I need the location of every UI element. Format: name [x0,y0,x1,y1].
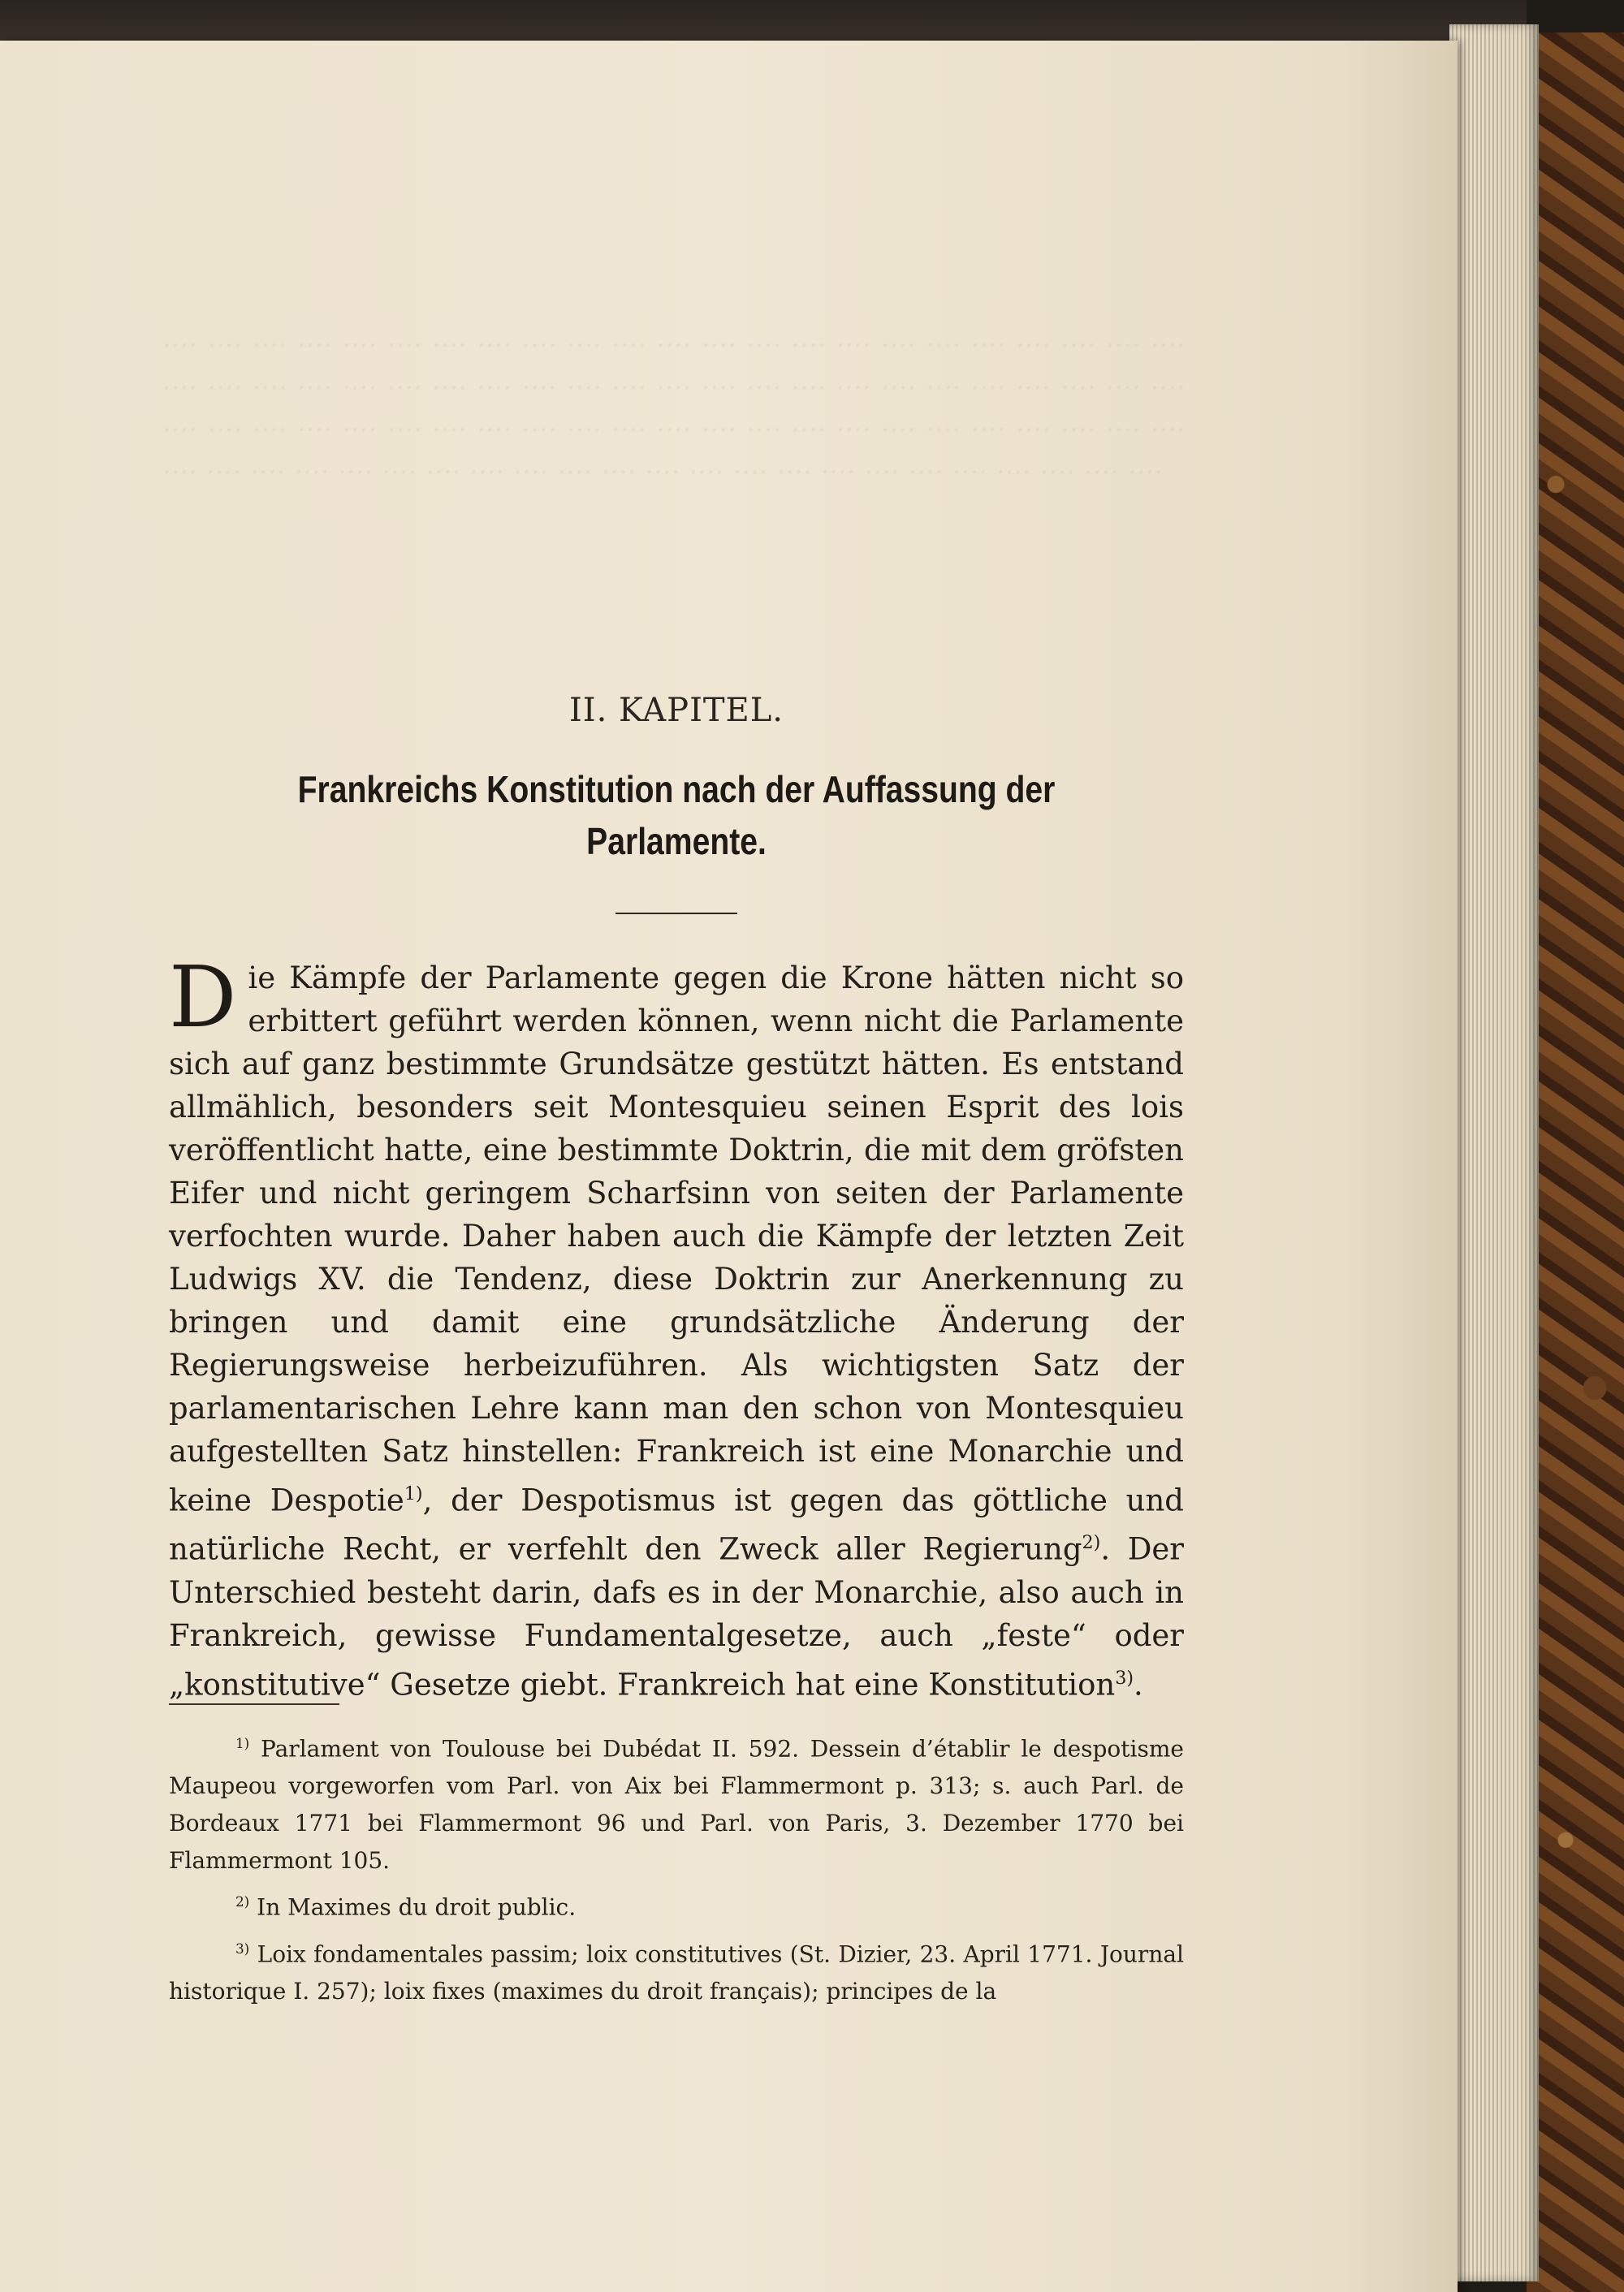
page-edges [1449,24,1539,2281]
body-paragraph [169,947,1184,1706]
body-text-4: . [1133,1666,1143,1702]
footnote-text: Loix fondamentales passim; loix constitutives (St. Dizier, 23. April 1771. Journal historique I. 257); loix fixes (maximes du droit français); principes de la [169,1940,1185,2005]
footnote-text: Parlament von Toulouse bei Dubédat II. 592. Dessein d’établir le despotisme Maupeou vorgeworfen vom Parl. von Aix bei Flammermont p. 313; s. auch Parl. de Bordeaux 1771 bei Flammermont 96 und Parl. von Paris, 3. Dezember 1770 bei Flammermont 105. [169,1735,1184,1875]
footnote-ref-1: 1) [404,1483,423,1504]
title-divider [615,913,737,914]
body-text-3: . Der Unterschied besteht darin, dafs es in der Monarchie, also auch in Frankreich, gewisse Fundamentalgesetze, auch „feste“ oder „konstitutive“ Gesetze giebt. Frankreich hat eine Konstitution [169,1531,1184,1702]
footnote-ref-2: 2) [1082,1532,1101,1554]
footnote-mark: 2) [235,1893,250,1910]
footnote-mark: 3) [235,1940,250,1957]
chapter-title: Frankreichs Konstitution nach der Auffassung der Parlamente. [297,768,1056,862]
show-through-text: ···· ···· ···· ···· ···· ···· ···· ···· ···· ···· ···· ···· ···· ···· ···· ···· ···· ···· ···· ···· ···· ···· ···· ···· ···· ···· ···· ···· ···· ···· ···· ···· ···· ···· ···· ···· ···· ···· ···· ···· ···· ···· ···· ···· ···· ···· ···· ···· ···· ···· ···· ···· ···· ···· ···· ···· ···· ···· ···· ···· ···· ···· ···· ···· ···· ···· ···· ···· ···· ···· ···· ···· ···· ···· ···· ···· ···· ···· ···· ···· ···· ···· ···· ···· ···· ···· ···· ···· ···· ···· ···· ···· [162,330,1186,489]
marbled-cover [1527,32,1624,2292]
footnote-divider [169,1703,339,1705]
footnote [169,1724,1184,1880]
footnotes [169,1724,1184,2010]
chapter-number: II. KAPITEL. [568,692,784,729]
footnote [169,1930,1184,2010]
footnote-mark: 1) [235,1735,250,1751]
footnote [169,1883,1184,1926]
footnote-ref-3: 3) [1115,1667,1134,1689]
footnote-text: In Maximes du droit public. [257,1893,577,1921]
drop-cap: D [169,947,237,1047]
body-text-1: ie Kämpfe der Parlamente gegen die Krone hätten nicht so erbittert geführt werden können, wenn nicht die Parlamente sich auf ganz bestimmte Grundsätze gestützt hätten. Es entstand allmählich, besonders seit Montesquieu seinen Esprit des lois veröffentlicht hatte, eine bestimmte Doktrin, die mit dem gröfsten Eifer und nicht geringem Scharfsinn von seiten der Parlamente verfochten wurde. Daher haben auch die Kämpfe der letzten Zeit Ludwigs XV. die Tendenz, diese Doktrin zur Anerkennung zu bringen und damit eine grundsätzliche Änderung der Regierungsweise herbeizuführen. Als wichtigsten Satz der parlamentarischen Lehre kann man den schon von Montesquieu aufgestellten Satz hinstellen: Frankreich ist eine Monarchie und keine Despotie [169,960,1184,1518]
body-text-2: , der Despotismus ist gegen das göttliche und natürliche Recht, er verfehlt den Zweck aller Regierung [169,1483,1184,1567]
